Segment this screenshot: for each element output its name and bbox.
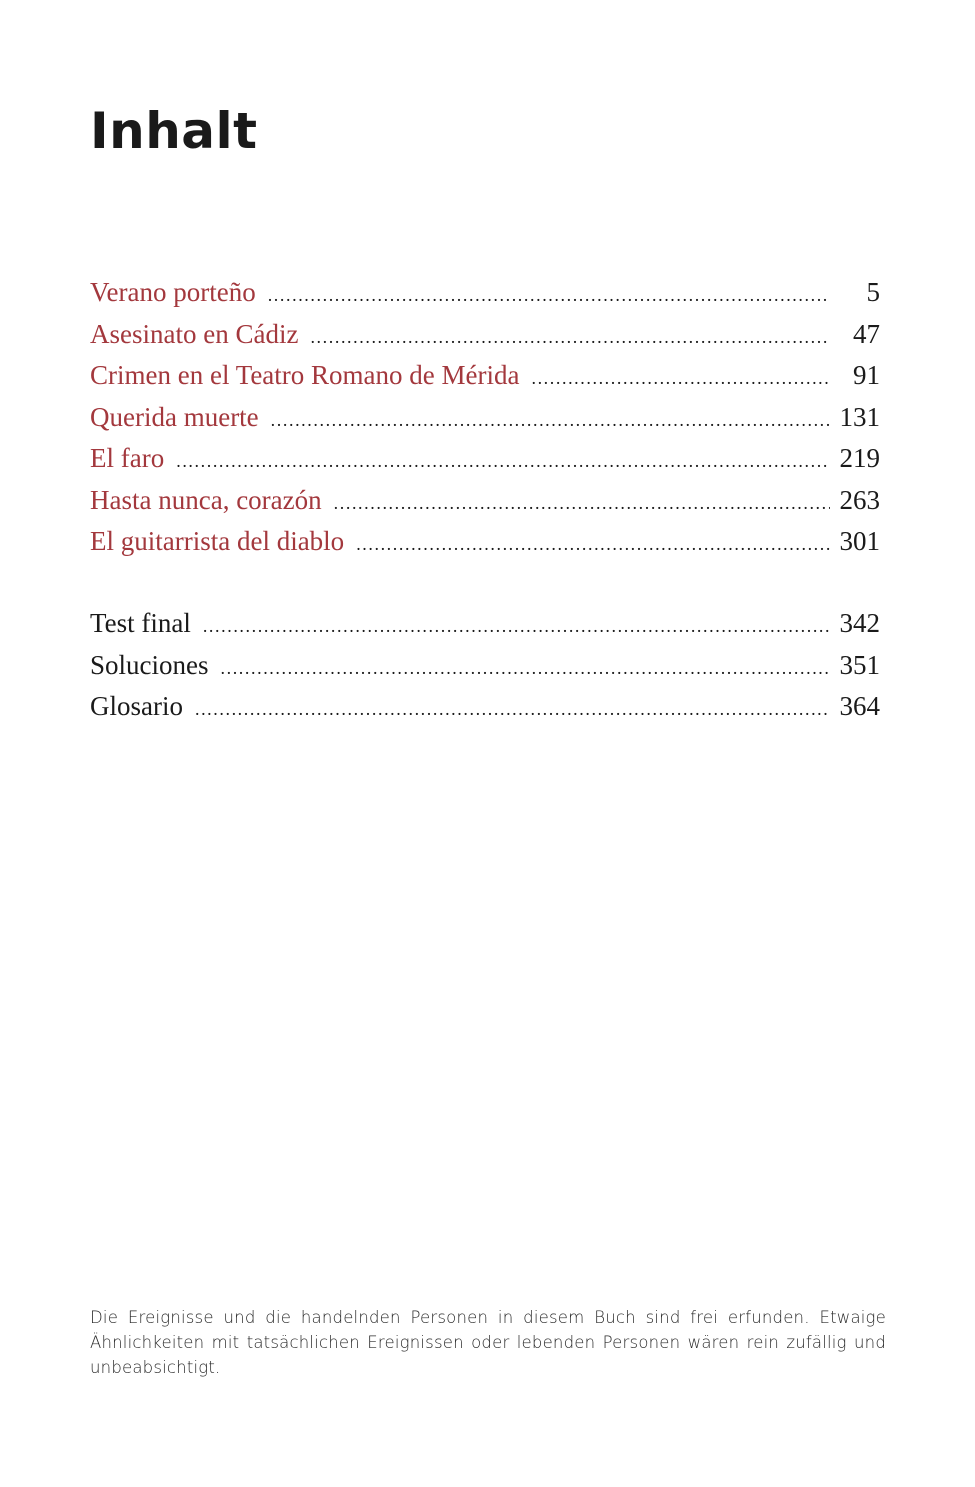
toc-entry[interactable] [90,272,880,314]
toc-entry-page: 364 [839,691,880,721]
toc-entry[interactable] [90,438,880,480]
toc-entry[interactable] [90,686,880,728]
toc-dot-leader [221,652,831,679]
toc-dot-leader [195,693,830,720]
toc-entry-title: Verano porteño [90,277,256,307]
toc-entry-page: 47 [853,318,880,349]
toc-appendix-list [90,603,880,728]
toc-entry-title: Hasta nunca, corazón [90,484,322,515]
toc-entry-title: Asesinato en Cádiz [90,318,299,349]
page-title: Inhalt [90,102,258,160]
toc-entry[interactable] [90,521,880,563]
toc-entry-title: Test final [90,608,191,638]
toc-entry-title: El guitarrista del diablo [90,526,345,556]
toc-entry[interactable] [90,314,880,356]
toc-entry-title: El faro [90,443,165,473]
toc-dot-leader [268,279,830,306]
toc-entry-title: Querida muerte [90,401,259,432]
toc-entry-page: 5 [866,277,880,307]
toc-entry-title: Glosario [90,691,183,721]
toc-entry[interactable] [90,355,880,397]
toc-entry-page: 301 [839,526,880,556]
toc-dot-leader [356,528,830,555]
toc-dot-leader [531,362,830,389]
toc-entry-page: 91 [853,360,880,390]
legal-disclaimer: Die Ereignisse und die handelnden Personen in diesem Buch sind frei erfunden. Etwaige Ähnlichkeiten mit tatsächlichen Ereignissen oder lebenden Personen wären rein zufällig und unbeabsichtigt. [90,1308,886,1377]
toc-dot-leader [271,404,830,431]
toc-dot-leader [334,487,830,514]
toc-dot-leader [310,321,830,348]
toc-entry-page: 131 [839,401,880,432]
toc-entry-title: Crimen en el Teatro Romano de Mérida [90,360,520,390]
toc-entry[interactable] [90,397,880,439]
toc-entry-page: 351 [839,649,880,680]
toc-entry-page: 263 [839,484,880,515]
toc-entry-page: 219 [839,443,880,473]
toc-entry-page: 342 [839,608,880,638]
toc-dot-leader [203,610,830,637]
toc-chapter-list [90,272,880,563]
toc-entry[interactable] [90,603,880,645]
toc-entry[interactable] [90,480,880,522]
toc-entry-title: Soluciones [90,649,209,680]
toc-entry[interactable] [90,645,880,687]
toc-dot-leader [176,445,830,472]
